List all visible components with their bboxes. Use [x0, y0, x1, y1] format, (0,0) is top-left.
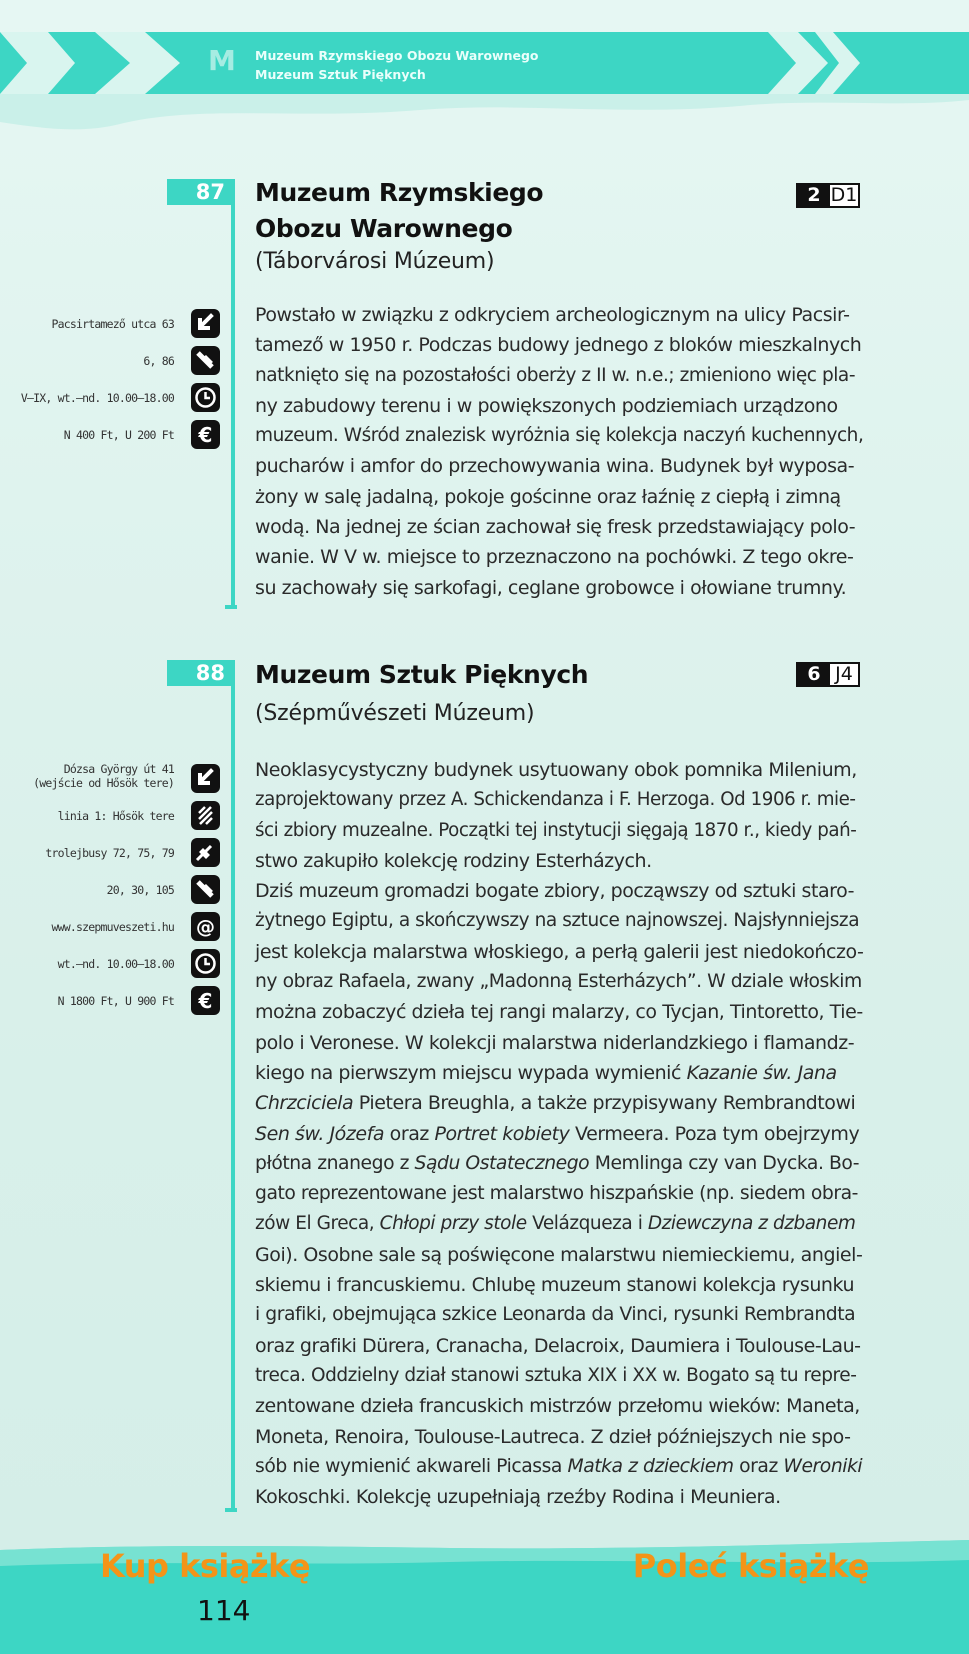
body-line: [255, 997, 863, 1027]
bus-icon: [191, 875, 220, 904]
entry-number: 88: [167, 660, 233, 686]
trolleybus-icon: [191, 838, 220, 867]
body-text: Goi). Osobne sale są poświęcone malarstwu niemieckiemu, angiel-: [255, 1243, 863, 1266]
body-text: polo i Veronese. W kolekcji malarstwa niderlandzkiego i flamandz-: [255, 1031, 855, 1054]
entry-rule-foot: [225, 605, 237, 609]
clock-icon: [191, 383, 220, 412]
body-line: [255, 1209, 863, 1239]
body-line: [255, 1240, 863, 1270]
body-text: Pietera Breughla, a także przypisywany Rembrandtowi: [353, 1092, 856, 1115]
entry-subtitle: (Táborvárosi Múzeum): [255, 249, 495, 274]
body-line: [255, 1058, 863, 1088]
body-line: [255, 1300, 863, 1330]
address-arrow-icon: [191, 764, 220, 793]
body-text: ści zbiory muzealne. Początki tej instytucji sięgają 1870 r., kiedy pań-: [255, 819, 857, 841]
chevron-decoration: [95, 32, 180, 94]
running-header: [255, 46, 539, 84]
body-text: i grafiki, obejmująca szkice Leonarda da Vinci, rysunki Rembrandta: [255, 1304, 856, 1326]
info-price: N 1800 Ft, U 900 Ft: [57, 994, 174, 1008]
artwork-title: Sądu Ostatecznego: [414, 1152, 590, 1174]
info-address-line: Dózsa György út 41: [63, 762, 174, 776]
body-text: Dziś muzeum gromadzi bogate zbiory, począwszy od sztuki staro-: [255, 880, 855, 903]
euro-icon: [191, 986, 220, 1015]
body-text: jest kolekcja malarstwa włoskiego, a perłą galerii jest niedokończo-: [255, 940, 864, 963]
map-grid: J4: [830, 664, 858, 685]
page-number: 114: [197, 1594, 251, 1627]
header-wave: [0, 94, 969, 138]
body-line: [255, 967, 863, 997]
info-hours: V–IX, wt.–nd. 10.00–18.00: [20, 391, 174, 405]
body-line: [255, 1088, 863, 1118]
map-district: 2: [798, 185, 830, 206]
map-district: 6: [798, 664, 830, 685]
body-text: Velázqueza i: [526, 1213, 648, 1235]
body-line: su zachowały się sarkofagi, ceglane grobowce i ołowiane trumny.: [255, 576, 847, 599]
svg-text:€: €: [198, 423, 213, 447]
body-text: zentowane dzieła francuskich mistrzów przełomu wieków: Maneta,: [255, 1395, 860, 1418]
body-text: Kokoschki. Kolekcję uzupełniają rzeźby Rodina i Meuniera.: [255, 1486, 781, 1509]
svg-text:@: @: [196, 916, 215, 938]
artwork-title: Portret kobiety: [434, 1122, 570, 1145]
body-line: [255, 1028, 863, 1058]
info-hours: wt.–nd. 10.00–18.00: [57, 957, 174, 971]
body-text: oraz grafiki Dürera, Cranacha, Delacroix, Daumiera i Toulouse-Lau-: [255, 1334, 861, 1357]
entry-title: [255, 175, 543, 247]
body-text: zów El Greca,: [255, 1213, 380, 1235]
info-address: Pacsirtamező utca 63: [51, 317, 174, 331]
chevron-decoration: [0, 32, 75, 94]
map-reference: [796, 183, 860, 208]
artwork-title: Chłopi przy stole: [379, 1213, 527, 1235]
artwork-title: Dziewczyna z dzbanem: [647, 1213, 856, 1235]
body-line: [255, 846, 863, 876]
artwork-title: Sen św. Józefa: [255, 1122, 385, 1145]
body-line: tamező w 1950 r. Podczas budowy jednego z bloków mieszkalnych: [255, 334, 862, 357]
info-address-line: (wejście od Hősök tere): [33, 776, 174, 790]
euro-icon: [191, 420, 220, 449]
bus-icon: [191, 346, 220, 375]
entry-body: [255, 755, 863, 1512]
web-icon: [191, 912, 220, 941]
body-line: natknięto się na pozostałości oberży z II w. n.e.; zmieniono więc pla-: [255, 364, 856, 386]
body-text: Vermeera. Poza tym obejrzymy: [569, 1122, 860, 1145]
body-line: [255, 785, 863, 815]
body-text: gato reprezentowane jest malarstwo hiszpańskie (np. siedem obra-: [255, 1183, 858, 1205]
body-text: płótna znanego z: [255, 1152, 415, 1174]
body-line: [255, 937, 863, 967]
svg-text:€: €: [198, 989, 213, 1013]
body-line: wanie. W V w. miejsce to przeznaczono na pochówki. Z tego okre-: [255, 546, 854, 569]
body-line: [255, 1331, 863, 1361]
body-text: ny obraz Rafaela, zwany „Madonną Esterházych”. W dziale włoskim: [255, 971, 862, 993]
artwork-title: Kazanie św. Jana: [686, 1061, 837, 1084]
body-text: żytnego Egiptu, a skończywszy na sztuce najnowszej. Najsłynniejsza: [255, 910, 860, 932]
body-line: muzeum. Wśród znalezisk wyróżnia się kolekcja naczyń kuchennych,: [255, 425, 864, 447]
running-header-line: Muzeum Rzymskiego Obozu Warownego: [255, 48, 539, 63]
address-arrow-icon: [191, 309, 220, 338]
entry-title-line: Muzeum Rzymskiego: [255, 178, 544, 207]
body-line: żony w salę jadalną, pokoje gościnne oraz łaźnię z ciepłą i zimną: [255, 485, 841, 508]
body-line: [255, 1119, 863, 1149]
body-line: Powstało w związku z odkryciem archeologicznym na ulicy Pacsir-: [255, 304, 850, 326]
body-line: [255, 755, 863, 785]
body-text: sób nie wymienić akwareli Picassa: [255, 1455, 568, 1477]
clock-icon: [191, 949, 220, 978]
body-text: kiego na pierwszym miejscu wypada wymienić: [255, 1061, 687, 1084]
section-letter: M: [208, 44, 236, 77]
buy-book-link[interactable]: Kup książkę: [100, 1547, 311, 1585]
body-text: Neoklasycystyczny budynek usytuowany obok pomnika Milenium,: [255, 759, 857, 781]
body-line: wodą. Na jednej ze ścian zachował się fresk przedstawiający polo-: [255, 516, 856, 539]
body-text: stwo zakupiło kolekcję rodziny Esterházych.: [255, 849, 652, 872]
map-reference: [796, 662, 860, 687]
body-line: [255, 1422, 863, 1452]
body-text: Memlinga czy van Dycka. Bo-: [589, 1152, 860, 1174]
info-website: www.szepmuveszeti.hu: [51, 920, 174, 934]
body-line: [255, 1149, 863, 1179]
body-text: oraz: [384, 1122, 435, 1145]
entry-rule-foot: [225, 1508, 237, 1512]
body-line: [255, 1482, 863, 1512]
body-text: oraz: [733, 1455, 784, 1477]
info-address: [0, 762, 174, 790]
entry-number: 87: [167, 179, 233, 205]
body-line: [255, 1270, 863, 1300]
entry-subtitle: (Szépművészeti Múzeum): [255, 701, 535, 726]
body-line: pucharów i amfor do przechowywania wina. Budynek był wyposa-: [255, 455, 855, 478]
body-line: [255, 876, 863, 906]
metro-icon: [191, 801, 220, 830]
artwork-title: Matka z dzieckiem: [567, 1455, 734, 1477]
info-bus: 20, 30, 105: [106, 883, 174, 897]
body-line: [255, 1452, 863, 1482]
info-price: N 400 Ft, U 200 Ft: [63, 428, 174, 442]
body-text: Moneta, Renoira, Toulouse-Lautreca. Z dzieł późniejszych nie spo-: [255, 1425, 851, 1448]
body-text: treca. Oddzielny dział stanowi sztuka XIX i XX w. Bogato są tu repre-: [255, 1364, 857, 1386]
entry-title: Muzeum Sztuk Pięknych: [255, 660, 589, 689]
body-line: ny zabudowy terenu i w powiększonych podziemiach urządzono: [255, 394, 838, 417]
entry-body: [255, 300, 863, 603]
artwork-title: Chrzciciela: [255, 1092, 354, 1115]
body-text: można zobaczyć dzieła tej rangi malarzy, co Tycjan, Tintoretto, Tie-: [255, 1001, 863, 1024]
body-line: [255, 816, 863, 846]
body-line: [255, 1361, 863, 1391]
body-text: zaprojektowany przez A. Schickendanza i F. Herzoga. Od 1906 r. mie-: [255, 789, 856, 811]
info-trolleybus: trolejbusy 72, 75, 79: [45, 846, 174, 860]
entry-rule: [231, 660, 235, 1512]
recommend-book-link[interactable]: Poleć książkę: [632, 1547, 869, 1585]
body-line: [255, 906, 863, 936]
body-line: [255, 1391, 863, 1421]
running-header-line: Muzeum Sztuk Pięknych: [255, 67, 426, 82]
entry-rule: [231, 179, 235, 609]
map-grid: D1: [830, 184, 858, 206]
body-line: [255, 1179, 863, 1209]
artwork-title: Weroniki: [783, 1455, 863, 1477]
info-metro: linia 1: Hősök tere: [57, 809, 174, 823]
info-bus: 6, 86: [143, 354, 174, 368]
chevron-decoration: [815, 32, 860, 94]
body-text: skiemu i francuskiemu. Chlubę muzeum stanowi kolekcja rysunku: [255, 1274, 855, 1297]
entry-title-line: Obozu Warownego: [255, 214, 513, 243]
